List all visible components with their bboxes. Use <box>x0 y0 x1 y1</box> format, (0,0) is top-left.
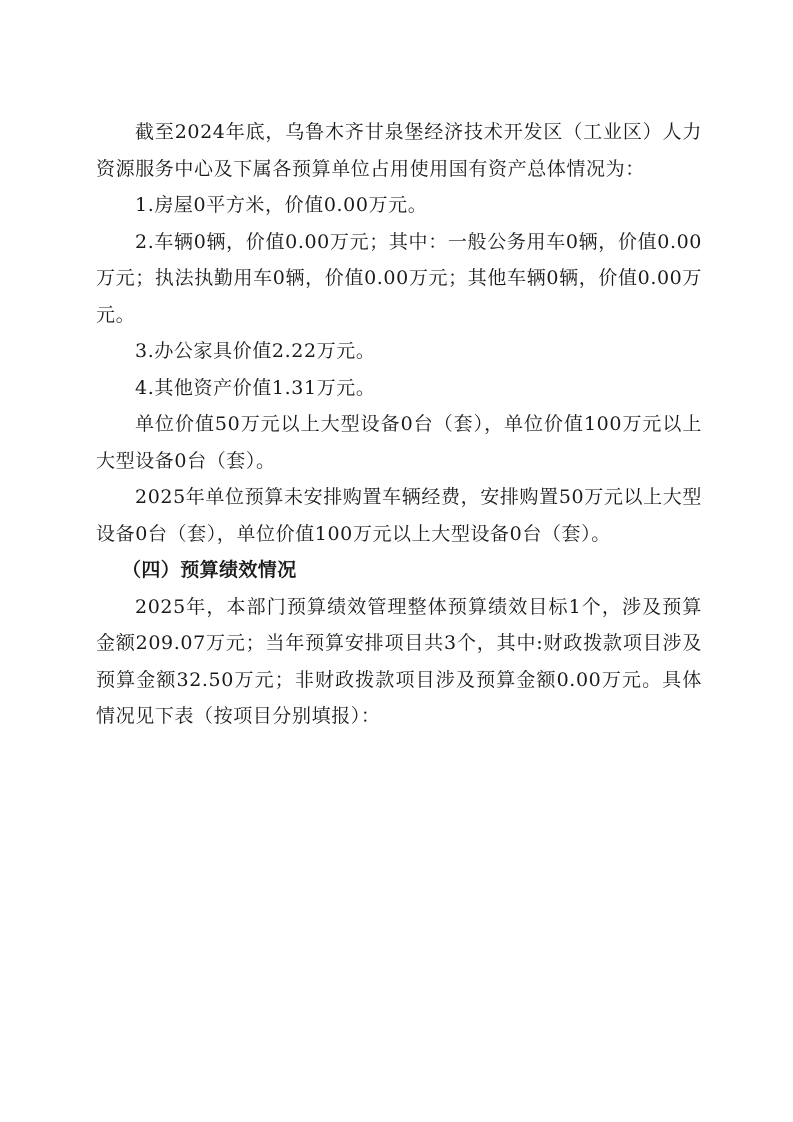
paragraph-large-equipment: 单位价值50万元以上大型设备0台（套），单位价值100万元以上大型设备0台（套）。 <box>96 413 702 472</box>
paragraph-other-assets: 4.其他资产价值1.31万元。 <box>135 376 376 399</box>
paragraph-performance-summary: 2025年，本部门预算绩效管理整体预算绩效目标1个，涉及预算金额209.07万元；当年预算安排项目共3个，其中:财政拨款项目涉及预算金额32.50万元；非财政拨款项目涉及预算金额0.00万元。具体情况见下表（按项目分别填报）： <box>96 595 702 727</box>
paragraph-purchase-plan: 2025年单位预算未安排购置车辆经费，安排购置50万元以上大型设备0台（套），单位价值100万元以上大型设备0台（套）。 <box>96 486 702 545</box>
document-body <box>96 114 702 735</box>
paragraph-asset-overview: 截至2024年底，乌鲁木齐甘泉堡经济技术开发区（工业区）人力资源服务中心及下属各预算单位占用使用国有资产总体情况为： <box>96 121 702 180</box>
paragraph-vehicles: 2.车辆0辆，价值0.00万元；其中：一般公务用车0辆，价值0.00万元；执法执勤用车0辆，价值0.00万元；其他车辆0辆，价值0.00万元。 <box>96 230 702 326</box>
section-heading-performance: （四）预算绩效情况 <box>122 559 297 581</box>
paragraph-office-furniture: 3.办公家具价值2.22万元。 <box>135 340 376 362</box>
paragraph-housing: 1.房屋0平方米，价值0.00万元。 <box>135 194 428 216</box>
